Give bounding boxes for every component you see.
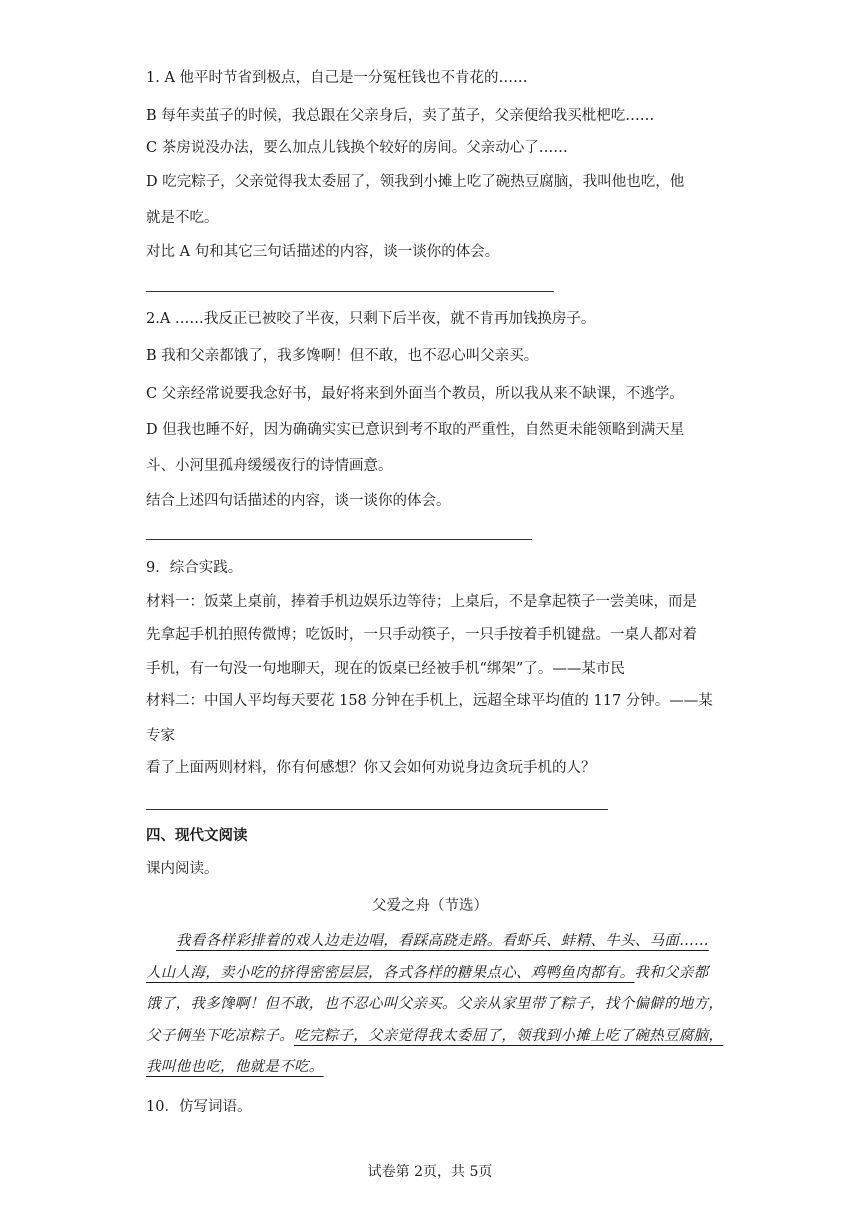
passage-underlined-5: 我叫他也吃，他就是不吃。	[146, 1059, 324, 1075]
q9-answer-line[interactable]	[146, 809, 608, 810]
q1-line-a: 1. A 他平时节省到极点，自己是一分冤枉钱也不肯花的……	[146, 70, 528, 86]
q9-material2-line1: 材料二：中国人平均每天要花 158 分钟在手机上，远超全球平均值的 117 分钟。——某	[146, 693, 713, 709]
passage-line-5	[146, 1052, 726, 1084]
q2-line-d1: D 但我也睡不好，因为确确实实已意识到考不取的严重性，自然更未能领略到满天星	[146, 422, 685, 438]
q1-line-b: B 每年卖茧子的时候，我总跟在父亲身后，卖了茧子，父亲便给我买枇杷吃……	[146, 108, 655, 124]
q9-prompt: 看了上面两则材料，你有何感想？你又会如何劝说身边贪玩手机的人？	[146, 760, 596, 776]
q2-line-b: B 我和父亲都饿了，我多馋啊！但不敢，也不忍心叫父亲买。	[146, 348, 539, 364]
q9-material1-line1: 材料一：饭菜上桌前，捧着手机边娱乐边等待；上桌后，不是拿起筷子一尝美味，而是	[146, 594, 697, 610]
passage	[146, 926, 726, 1084]
passage-underlined-4: 吃完粽子，父亲觉得我太委屈了，领我到小摊上吃了碗热豆腐脑，	[294, 1027, 724, 1044]
q2-line-c: C 父亲经常说要我念好书，最好将来到外面当个教员，所以我从来不缺课，不逃学。	[146, 386, 684, 402]
q9-material1-line2: 先拿起手机拍照传微博；吃饭时，一只手动筷子，一只手按着手机键盘。一桌人都对着	[146, 627, 697, 643]
passage-plain-2: 我和父亲都	[634, 964, 709, 981]
page-footer: 试卷第 2页，共 5页	[367, 1164, 493, 1180]
q1-prompt: 对比 A 句和其它三句话描述的内容，谈一谈你的体会。	[146, 244, 500, 260]
q1-answer-line[interactable]	[146, 291, 554, 292]
q1-line-d1: D 吃完粽子，父亲觉得我太委屈了，领我到小摊上吃了碗热豆腐脑，我叫他也吃，他	[146, 174, 685, 190]
q2-prompt: 结合上述四句话描述的内容，谈一谈你的体会。	[146, 493, 451, 509]
q1-line-d2: 就是不吃。	[146, 210, 219, 226]
passage-line-1	[146, 926, 726, 958]
passage-underlined-2: 人山人海，卖小吃的挤得密密层层，各式各样的糖果点心、鸡鸭鱼肉都有。	[146, 964, 635, 981]
section-heading: 四、现代文阅读	[146, 827, 248, 844]
passage-plain-4: 父子俩坐下吃凉粽子。	[146, 1027, 294, 1044]
passage-line-4	[146, 1021, 726, 1053]
q10-title: 10．仿写词语。	[146, 1099, 252, 1115]
q1-line-c: C 茶房说没办法，要么加点儿钱换个较好的房间。父亲动心了……	[146, 140, 568, 156]
passage-underlined-1: 我看各样彩排着的戏人边走边唱，看踩高跷走路。看虾兵、蚌精、牛头、马面……	[176, 933, 709, 949]
q2-line-d2: 斗、小河里孤舟缓缓夜行的诗情画意。	[146, 458, 393, 474]
q9-material1-line3: 手机，有一句没一句地聊天，现在的饭桌已经被手机“绑架”了。——某市民	[146, 661, 625, 677]
q9-material2-line2: 专家	[146, 728, 175, 744]
passage-title: 父爱之舟（节选）	[372, 898, 488, 914]
q2-line-a: 2.A ……我反正已被咬了半夜，只剩下后半夜，就不肯再加钱换房子。	[146, 311, 596, 327]
section-intro: 课内阅读。	[146, 861, 219, 877]
q9-title: 9．综合实践。	[146, 560, 243, 576]
passage-line-3: 饿了，我多馋啊！但不敢，也不忍心叫父亲买。父亲从家里带了粽子，找个偏僻的地方，	[146, 996, 724, 1012]
q2-answer-line[interactable]	[146, 539, 532, 540]
passage-line-2	[146, 958, 726, 990]
